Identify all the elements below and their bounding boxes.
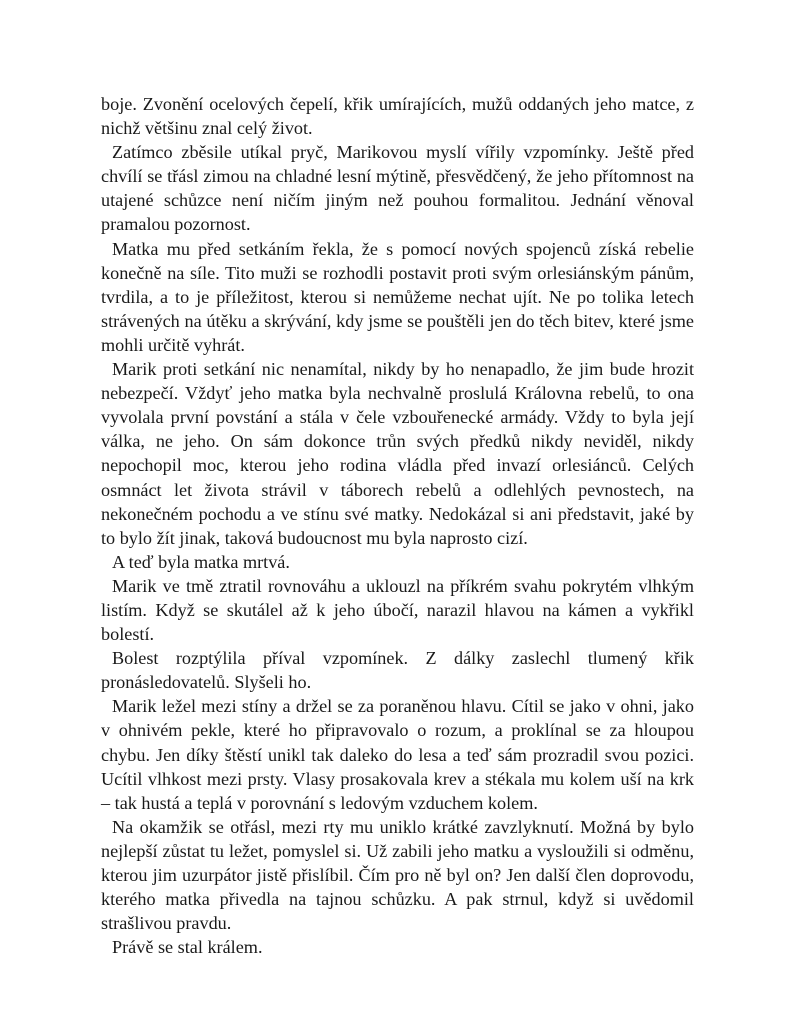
paragraph: Marik ve tmě ztratil rovnováhu a uklouzl na příkrém svahu pokrytém vlhkým listím. Když se skutálel až k jeho úbočí, narazil hlavou na kámen a vykřikl bolestí.	[101, 575, 694, 645]
paragraph: Matka mu před setkáním řekla, že s pomocí nových spojenců získá rebelie konečně na síle. Tito muži se rozhodli postavit proti svým orlesiánským pánům, tvrdila, a to je příležitost, kterou si nemůžeme nechat ujít. Ne po tolika letech strávených na útěku a skrývání, kdy jsme se pouštěli jen do těch bitev, které jsme mohli určitě vyhrát.	[101, 238, 694, 355]
paragraph: Zatímco zběsile utíkal pryč, Marikovou myslí vířily vzpomínky. Ještě před chvílí se třásl zimou na chladné lesní mýtině, přesvědčený, že jeho přítomnost na utajené schůzce není ničím jiným než pouhou formalitou. Jednání věnoval pramalou pozornost.	[101, 142, 694, 235]
paragraph: Marik proti setkání nic nenamítal, nikdy by ho nenapadlo, že jim bude hrozit nebezpečí. Vždyť jeho matka byla nechvalně proslulá Královna rebelů, to ona vyvolala první povstání a stála v čele vzbouřenecké armády. Vždy to byla její válka, ne jeho. On sám dokonce trůn svých předků nikdy neviděl, nikdy nepochopil moc, kterou jeho rodina vládla před invazí orlesiánců. Celých osmnáct let života strávil v táborech rebelů a odlehlých pevnostech, na nekonečném pochodu a ve stínu své matky. Nedokázal si ani představit, jaké by to bylo žít jinak, taková budoucnost mu byla naprosto cizí.	[101, 359, 694, 548]
paragraph: A teď byla matka mrtvá.	[112, 551, 290, 572]
paragraph: Bolest rozptýlila příval vzpomínek. Z dálky zaslechl tlumený křik pronásledovatelů. Slyšeli ho.	[101, 648, 694, 693]
paragraph-last: Právě se stal králem.	[112, 937, 263, 958]
paragraph: boje. Zvonění ocelových čepelí, křik umírajících, mužů oddaných jeho matce, z nichž většinu znal celý život.	[101, 94, 694, 139]
paragraph: Na okamžik se otřásl, mezi rty mu uniklo krátké zavzlyknutí. Možná by bylo nejlepší zůstat tu ležet, pomyslel si. Už zabili jeho matku a vysloužili si odměnu, kterou jim uzurpátor jistě přislíbil. Čím pro ně byl on? Jen další člen doprovodu, kterého matka přivedla na tajnou schůzku. A pak strnul, když si uvědomil strašlivou pravdu.	[101, 816, 694, 934]
document-body	[101, 92, 694, 959]
paragraph: Marik ležel mezi stíny a držel se za poraněnou hlavu. Cítil se jako v ohni, jako v ohnivém pekle, které ho připravovalo o rozum, a proklínal se za hloupou chybu. Jen díky štěstí unikl tak daleko do lesa a teď sám prozradil svou pozici. Ucítil vlhkost mezi prsty. Vlasy prosakovala krev a stékala mu kolem uší na krk – tak hustá a teplá v porovnání s ledovým vzduchem kolem.	[101, 696, 694, 813]
